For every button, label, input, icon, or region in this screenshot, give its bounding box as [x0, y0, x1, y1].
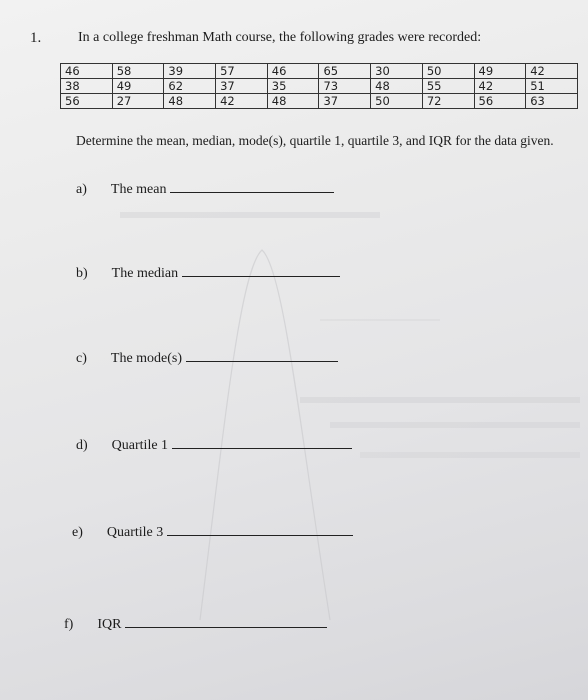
answer-line[interactable] — [167, 524, 353, 536]
task-instructions: Determine the mean, median, mode(s), quartile 1, quartile 3, and IQR for the data given. — [76, 133, 554, 148]
answer-line[interactable] — [172, 437, 352, 449]
table-row — [61, 79, 578, 94]
answer-line[interactable] — [125, 616, 327, 628]
grade-cell: 46 — [267, 64, 319, 79]
item-text: Quartile 3 — [106, 525, 164, 540]
question-item-c — [76, 350, 338, 367]
grade-cell: 38 — [61, 79, 113, 94]
item-label: d) — [76, 438, 88, 453]
grade-cell: 37 — [319, 94, 371, 109]
grade-cell: 50 — [422, 64, 474, 79]
grade-cell: 57 — [216, 64, 268, 79]
grade-cell: 35 — [267, 79, 319, 94]
grade-cell: 39 — [164, 64, 216, 79]
grade-cell: 73 — [319, 79, 371, 94]
question-item-b — [76, 265, 340, 282]
grade-cell: 63 — [526, 94, 578, 109]
item-label: e) — [72, 525, 83, 540]
grade-cell: 62 — [164, 79, 216, 94]
question-item-a — [76, 181, 334, 198]
grade-cell: 49 — [474, 64, 526, 79]
item-label: a) — [76, 182, 87, 197]
grade-cell: 27 — [112, 94, 164, 109]
grade-cell: 42 — [526, 64, 578, 79]
grade-cell: 48 — [164, 94, 216, 109]
answer-line[interactable] — [182, 265, 340, 277]
grade-cell: 46 — [61, 64, 113, 79]
item-text: The mean — [110, 182, 167, 197]
grades-table — [60, 63, 578, 109]
grade-cell: 30 — [371, 64, 423, 79]
grade-cell: 42 — [474, 79, 526, 94]
grade-cell: 49 — [112, 79, 164, 94]
grade-cell: 42 — [216, 94, 268, 109]
answer-line[interactable] — [170, 181, 334, 193]
grade-cell: 50 — [371, 94, 423, 109]
grade-cell: 37 — [216, 79, 268, 94]
answer-line[interactable] — [186, 350, 338, 362]
grade-cell: 51 — [526, 79, 578, 94]
question-intro: In a college freshman Math course, the following grades were recorded: — [78, 30, 482, 45]
grade-cell: 56 — [61, 94, 113, 109]
grade-cell: 58 — [112, 64, 164, 79]
question-item-e — [72, 524, 353, 541]
grade-cell: 72 — [422, 94, 474, 109]
item-text: The mode(s) — [110, 351, 183, 366]
item-label: c) — [76, 351, 87, 366]
table-row — [61, 64, 578, 79]
question-item-f — [64, 616, 327, 633]
item-label: f) — [64, 617, 74, 632]
grade-cell: 65 — [319, 64, 371, 79]
grade-cell: 48 — [267, 94, 319, 109]
item-text: Quartile 1 — [111, 438, 169, 453]
grade-cell: 55 — [422, 79, 474, 94]
question-item-d — [76, 437, 352, 454]
grade-cell: 56 — [474, 94, 526, 109]
grade-cell: 48 — [371, 79, 423, 94]
table-row — [61, 94, 578, 109]
item-label: b) — [76, 266, 88, 281]
item-text: IQR — [97, 617, 122, 632]
question-number: 1. — [30, 30, 42, 46]
item-text: The median — [111, 266, 179, 281]
